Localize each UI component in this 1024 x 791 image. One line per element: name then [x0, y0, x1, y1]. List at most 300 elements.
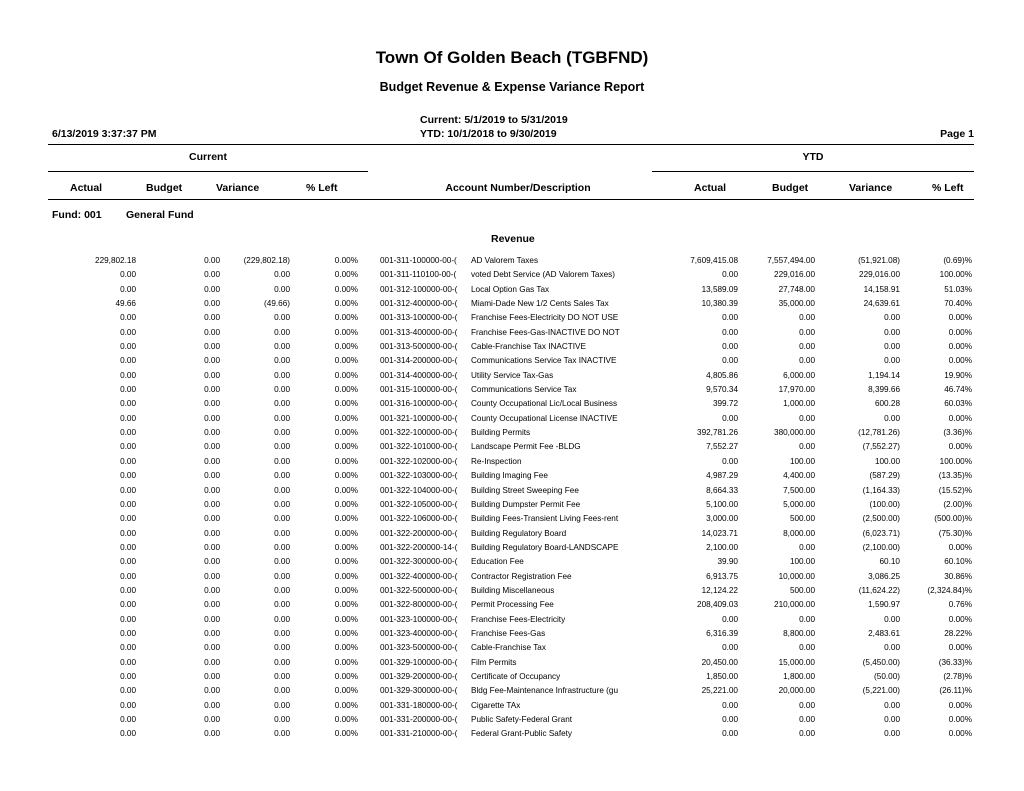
ytd-actual-cell: 0.00 [722, 356, 738, 366]
ytd-variance-cell: 0.00 [884, 327, 900, 337]
current-actual-cell: 0.00 [120, 686, 136, 696]
ytd-budget-cell: 100.00 [789, 557, 815, 567]
ytd-budget-cell: 500.00 [789, 514, 815, 524]
current-actual-cell: 0.00 [120, 399, 136, 409]
ytd-actual-cell: 14,023.71 [701, 528, 738, 538]
account-description-cell: Permit Processing Fee [471, 600, 554, 610]
current-budget-cell: 0.00 [204, 499, 220, 509]
col-budget-header: Budget [146, 182, 183, 194]
account-description-cell: AD Valorem Taxes [471, 256, 539, 265]
ytd-variance-cell: 0.00 [884, 715, 900, 724]
ytd-budget-cell: 500.00 [789, 585, 815, 595]
ytd-budget-cell: 6,000.00 [783, 370, 815, 380]
current-pctleft-cell: 0.00% [334, 327, 358, 337]
current-budget-cell: 0.00 [204, 528, 220, 538]
table-row [0, 371, 1024, 385]
current-pctleft-cell: 0.00% [334, 715, 358, 724]
ytd-pctleft-cell: (2.00)% [943, 499, 972, 509]
current-actual-cell: 0.00 [120, 313, 136, 323]
account-description-cell: Building Regulatory Board [471, 528, 567, 538]
table-row [0, 629, 1024, 643]
current-budget-cell: 0.00 [204, 370, 220, 380]
current-pctleft-cell: 0.00% [334, 614, 358, 624]
ytd-budget-cell: 100.00 [789, 456, 815, 466]
ytd-group-header: YTD [802, 151, 824, 163]
ytd-variance-cell: (51,921.08) [858, 256, 900, 265]
page-number: Page 1 [940, 128, 974, 140]
ytd-variance-cell: (100.00) [869, 499, 900, 509]
table-row [0, 615, 1024, 629]
ytd-variance-cell: (5,450.00) [862, 657, 900, 667]
current-budget-cell: 0.00 [204, 715, 220, 724]
current-variance-cell: 0.00 [274, 514, 290, 524]
current-variance-cell: (49.66) [264, 299, 290, 309]
ytd-budget-cell: 35,000.00 [778, 299, 815, 309]
account-description-cell: Cable-Franchise Tax INACTIVE [471, 342, 586, 352]
current-actual-cell: 0.00 [120, 356, 136, 366]
current-actual-cell: 0.00 [120, 485, 136, 495]
ytd-budget-cell: 0.00 [799, 643, 815, 653]
current-variance-cell: 0.00 [274, 628, 290, 638]
current-budget-cell: 0.00 [204, 514, 220, 524]
current-variance-cell: 0.00 [274, 686, 290, 696]
account-description-cell: Certificate of Occupancy [471, 671, 561, 681]
current-variance-cell: 0.00 [274, 643, 290, 653]
table-row [0, 457, 1024, 471]
ytd-actual-cell: 392,781.26 [697, 428, 738, 438]
current-variance-cell: 0.00 [274, 557, 290, 567]
ytd-variance-cell: 0.00 [884, 729, 900, 739]
account-number-cell: 001-329-200000-00-( [380, 671, 458, 681]
current-actual-cell: 0.00 [120, 342, 136, 352]
account-number-cell: 001-322-300000-00-( [380, 557, 458, 567]
table-row [0, 270, 1024, 284]
current-budget-cell: 0.00 [204, 542, 220, 552]
ytd-variance-cell: (6,023.71) [862, 528, 900, 538]
current-pctleft-cell: 0.00% [334, 456, 358, 466]
ytd-actual-cell: 208,409.03 [697, 600, 738, 610]
current-group-rule [48, 171, 368, 172]
ytd-pctleft-cell: 51.03% [944, 284, 972, 294]
account-description-cell: Public Safety-Federal Grant [471, 715, 573, 724]
current-pctleft-cell: 0.00% [334, 471, 358, 481]
table-row [0, 285, 1024, 299]
current-variance-cell: 0.00 [274, 542, 290, 552]
account-description-cell: Landscape Permit Fee -BLDG [471, 442, 581, 452]
ytd-actual-cell: 0.00 [722, 456, 738, 466]
ytd-actual-cell: 0.00 [722, 700, 738, 710]
account-number-cell: 001-322-500000-00-( [380, 585, 458, 595]
ytd-variance-cell: (7,552.27) [862, 442, 900, 452]
ytd-pctleft-cell: 30.86% [944, 571, 972, 581]
current-actual-cell: 0.00 [120, 514, 136, 524]
account-number-cell: 001-313-400000-00-( [380, 327, 458, 337]
ytd-pctleft-cell: 0.00% [948, 715, 972, 724]
account-number-cell: 001-331-210000-00-( [380, 729, 458, 739]
account-description-cell: Local Option Gas Tax [471, 284, 550, 294]
ytd-budget-cell: 1,800.00 [783, 671, 815, 681]
ytd-actual-cell: 5,100.00 [706, 499, 738, 509]
ytd-variance-cell: 2,483.61 [868, 628, 900, 638]
account-number-cell: 001-312-100000-00-( [380, 284, 458, 294]
current-variance-cell: 0.00 [274, 657, 290, 667]
ytd-budget-cell: 0.00 [799, 442, 815, 452]
current-pctleft-cell: 0.00% [334, 729, 358, 739]
ytd-actual-cell: 0.00 [722, 327, 738, 337]
ytd-budget-cell: 7,500.00 [783, 485, 815, 495]
ytd-actual-cell: 399.72 [712, 399, 738, 409]
account-description-cell: Building Miscellaneous [471, 585, 555, 595]
account-number-cell: 001-329-100000-00-( [380, 657, 458, 667]
ytd-pctleft-cell: 28.22% [944, 628, 972, 638]
current-pctleft-cell: 0.00% [334, 628, 358, 638]
ytd-budget-cell: 0.00 [799, 715, 815, 724]
table-row [0, 586, 1024, 600]
table-row [0, 342, 1024, 356]
ytd-actual-cell: 1,850.00 [706, 671, 738, 681]
ytd-budget-cell: 8,000.00 [783, 528, 815, 538]
ytd-pctleft-cell: 60.10% [944, 557, 972, 567]
table-row [0, 715, 1024, 729]
current-pctleft-cell: 0.00% [334, 600, 358, 610]
ytd-pctleft-cell: (3.36)% [943, 428, 972, 438]
ytd-budget-cell: 15,000.00 [778, 657, 815, 667]
table-row [0, 514, 1024, 528]
current-budget-cell: 0.00 [204, 557, 220, 567]
current-budget-cell: 0.00 [204, 671, 220, 681]
account-number-cell: 001-322-106000-00-( [380, 514, 458, 524]
current-budget-cell: 0.00 [204, 442, 220, 452]
current-pctleft-cell: 0.00% [334, 342, 358, 352]
ytd-pctleft-cell: 0.00% [948, 327, 972, 337]
ytd-pctleft-cell: 60.03% [944, 399, 972, 409]
account-number-cell: 001-313-100000-00-( [380, 313, 458, 323]
current-budget-cell: 0.00 [204, 657, 220, 667]
current-actual-cell: 0.00 [120, 428, 136, 438]
ytd-variance-cell: (2,500.00) [862, 514, 900, 524]
account-description-cell: Miami-Dade New 1/2 Cents Sales Tax [471, 299, 609, 309]
table-row [0, 643, 1024, 657]
current-budget-cell: 0.00 [204, 327, 220, 337]
ytd-actual-cell: 25,221.00 [701, 686, 738, 696]
current-variance-cell: 0.00 [274, 715, 290, 724]
account-number-cell: 001-322-104000-00-( [380, 485, 458, 495]
ytd-pctleft-cell: 0.00% [948, 356, 972, 366]
current-variance-cell: 0.00 [274, 528, 290, 538]
current-pctleft-cell: 0.00% [334, 313, 358, 323]
current-actual-cell: 49.66 [115, 299, 136, 309]
ytd-pctleft-cell: 100.00% [939, 456, 972, 466]
ytd-budget-cell: 0.00 [799, 356, 815, 366]
ytd-actual-cell: 0.00 [722, 715, 738, 724]
current-budget-cell: 0.00 [204, 356, 220, 366]
ytd-actual-cell: 7,552.27 [706, 442, 738, 452]
ytd-actual-cell: 0.00 [722, 342, 738, 352]
account-number-cell: 001-312-400000-00-( [380, 299, 458, 309]
current-variance-cell: 0.00 [274, 442, 290, 452]
ytd-actual-cell: 10,380.39 [701, 299, 738, 309]
current-pctleft-cell: 0.00% [334, 284, 358, 294]
current-budget-cell: 0.00 [204, 571, 220, 581]
current-pctleft-cell: 0.00% [334, 370, 358, 380]
col-account-header: Account Number/Description [445, 182, 591, 194]
current-budget-cell: 0.00 [204, 600, 220, 610]
ytd-actual-cell: 0.00 [722, 270, 738, 280]
ytd-pctleft-cell: 19.90% [944, 370, 972, 380]
ytd-variance-cell: 100.00 [874, 456, 900, 466]
account-description-cell: Communications Service Tax [471, 385, 577, 395]
account-description-cell: Cable-Franchise Tax [471, 643, 546, 653]
current-pctleft-cell: 0.00% [334, 571, 358, 581]
ytd-actual-cell: 13,589.09 [701, 284, 738, 294]
ytd-group-rule [652, 171, 974, 172]
account-description-cell: Building Fees-Transient Living Fees-rent [471, 514, 619, 524]
table-row [0, 658, 1024, 672]
ytd-budget-cell: 17,970.00 [778, 385, 815, 395]
table-row [0, 356, 1024, 370]
current-variance-cell: 0.00 [274, 671, 290, 681]
account-number-cell: 001-322-400000-00-( [380, 571, 458, 581]
current-budget-cell: 0.00 [204, 256, 220, 265]
ytd-actual-cell: 0.00 [722, 643, 738, 653]
account-number-cell: 001-322-105000-00-( [380, 499, 458, 509]
current-variance-cell: 0.00 [274, 485, 290, 495]
ytd-variance-cell: (2,100.00) [862, 542, 900, 552]
ytd-actual-cell: 2,100.00 [706, 542, 738, 552]
ytd-pctleft-cell: 0.00% [948, 643, 972, 653]
report-subtitle: Budget Revenue & Expense Variance Report [379, 80, 645, 94]
ytd-pctleft-cell: 0.00% [948, 313, 972, 323]
current-actual-cell: 0.00 [120, 700, 136, 710]
current-actual-cell: 0.00 [120, 270, 136, 280]
ytd-pctleft-cell: (2.78)% [943, 671, 972, 681]
current-budget-cell: 0.00 [204, 385, 220, 395]
fund-name: General Fund [126, 209, 194, 221]
current-variance-cell: 0.00 [274, 614, 290, 624]
current-actual-cell: 0.00 [120, 600, 136, 610]
ytd-variance-cell: 0.00 [884, 356, 900, 366]
current-actual-cell: 0.00 [120, 557, 136, 567]
account-description-cell: Communications Service Tax INACTIVE [471, 356, 617, 366]
ytd-pctleft-cell: 46.74% [944, 385, 972, 395]
current-pctleft-cell: 0.00% [334, 528, 358, 538]
current-variance-cell: 0.00 [274, 356, 290, 366]
current-pctleft-cell: 0.00% [334, 299, 358, 309]
ytd-variance-cell: 1,194.14 [868, 370, 900, 380]
col-variance-header: Variance [216, 182, 260, 194]
account-number-cell: 001-322-200000-00-( [380, 528, 458, 538]
current-pctleft-cell: 0.00% [334, 643, 358, 653]
ytd-actual-cell: 6,913.75 [706, 571, 738, 581]
account-description-cell: Bldg Fee-Maintenance Infrastructure (gu [471, 686, 618, 696]
current-actual-cell: 0.00 [120, 571, 136, 581]
account-number-cell: 001-311-110100-00-( [380, 270, 457, 280]
current-budget-cell: 0.00 [204, 686, 220, 696]
ytd-budget-cell: 210,000.00 [774, 600, 815, 610]
table-row [0, 256, 1024, 270]
ytd-variance-cell: 0.00 [884, 413, 900, 423]
ytd-variance-cell: 0.00 [884, 313, 900, 323]
ytd-variance-cell: (12,781.26) [858, 428, 900, 438]
current-budget-cell: 0.00 [204, 313, 220, 323]
current-pctleft-cell: 0.00% [334, 585, 358, 595]
ytd-variance-cell: 8,399.66 [868, 385, 900, 395]
table-row [0, 529, 1024, 543]
current-budget-cell: 0.00 [204, 628, 220, 638]
ytd-pctleft-cell: 0.00% [948, 614, 972, 624]
current-variance-cell: 0.00 [274, 270, 290, 280]
current-pctleft-cell: 0.00% [334, 399, 358, 409]
current-pctleft-cell: 0.00% [334, 442, 358, 452]
current-pctleft-cell: 0.00% [334, 428, 358, 438]
ytd-pctleft-cell: 0.76% [948, 600, 972, 610]
printed-datetime: 6/13/2019 3:37:37 PM [52, 128, 157, 140]
current-actual-cell: 0.00 [120, 542, 136, 552]
ytd-pctleft-cell: (26.11)% [939, 686, 972, 696]
current-variance-cell: 0.00 [274, 585, 290, 595]
current-variance-cell: 0.00 [274, 471, 290, 481]
current-pctleft-cell: 0.00% [334, 557, 358, 567]
table-row [0, 471, 1024, 485]
current-budget-cell: 0.00 [204, 299, 220, 309]
current-variance-cell: 0.00 [274, 700, 290, 710]
account-description-cell: Building Dumpster Permit Fee [471, 499, 581, 509]
current-actual-cell: 0.00 [120, 499, 136, 509]
ytd-pctleft-cell: (0.69)% [943, 256, 972, 265]
report-title: Town Of Golden Beach (TGBFND) [375, 48, 649, 67]
ytd-budget-cell: 0.00 [799, 542, 815, 552]
account-description-cell: Federal Grant-Public Safety [471, 729, 573, 739]
fund-label: Fund: 001 [52, 209, 102, 221]
account-description-cell: County Occupational License INACTIVE [471, 413, 618, 423]
account-number-cell: 001-323-400000-00-( [380, 628, 458, 638]
ytd-variance-cell: (50.00) [874, 671, 900, 681]
ytd-actual-cell: 0.00 [722, 614, 738, 624]
account-number-cell: 001-314-200000-00-( [380, 356, 458, 366]
current-variance-cell: 0.00 [274, 342, 290, 352]
ytd-pctleft-cell: 100.00% [939, 270, 972, 280]
current-budget-cell: 0.00 [204, 729, 220, 739]
account-description-cell: Franchise Fees-Gas [471, 628, 546, 638]
ytd-budget-cell: 20,000.00 [778, 686, 815, 696]
current-actual-cell: 0.00 [120, 585, 136, 595]
table-row [0, 486, 1024, 500]
col-ytd-variance-header: Variance [849, 182, 893, 194]
current-variance-cell: 0.00 [274, 571, 290, 581]
ytd-variance-cell: 1,590.97 [868, 600, 900, 610]
current-variance-cell: 0.00 [274, 399, 290, 409]
col-actual-header: Actual [70, 182, 103, 194]
account-number-cell: 001-314-400000-00-( [380, 370, 458, 380]
ytd-budget-cell: 0.00 [799, 327, 815, 337]
current-variance-cell: 0.00 [274, 428, 290, 438]
ytd-pctleft-cell: 0.00% [948, 542, 972, 552]
ytd-variance-cell: 0.00 [884, 700, 900, 710]
current-budget-cell: 0.00 [204, 270, 220, 280]
current-budget-cell: 0.00 [204, 399, 220, 409]
current-budget-cell: 0.00 [204, 428, 220, 438]
ytd-pctleft-cell: (2,324.84)% [927, 585, 972, 595]
ytd-variance-cell: 229,016.00 [859, 270, 900, 280]
current-pctleft-cell: 0.00% [334, 270, 358, 280]
current-budget-cell: 0.00 [204, 585, 220, 595]
current-actual-cell: 0.00 [120, 413, 136, 423]
ytd-actual-cell: 7,609,415.08 [690, 256, 738, 265]
account-number-cell: 001-322-102000-00-( [380, 456, 458, 466]
current-variance-cell: 0.00 [274, 284, 290, 294]
table-row [0, 729, 1024, 743]
account-number-cell: 001-315-100000-00-( [380, 385, 458, 395]
current-actual-cell: 0.00 [120, 471, 136, 481]
current-pctleft-cell: 0.00% [334, 542, 358, 552]
table-row [0, 672, 1024, 686]
current-variance-cell: 0.00 [274, 600, 290, 610]
account-description-cell: Film Permits [471, 657, 517, 667]
current-pctleft-cell: 0.00% [334, 671, 358, 681]
ytd-budget-cell: 5,000.00 [783, 499, 815, 509]
current-budget-cell: 0.00 [204, 700, 220, 710]
account-number-cell: 001-322-103000-00-( [380, 471, 458, 481]
account-number-cell: 001-322-800000-00-( [380, 600, 458, 610]
account-description-cell: County Occupational Lic/Local Business [471, 399, 618, 409]
account-description-cell: Utility Service Tax-Gas [471, 370, 554, 380]
ytd-variance-cell: 0.00 [884, 342, 900, 352]
table-row [0, 543, 1024, 557]
current-actual-cell: 0.00 [120, 657, 136, 667]
col-ytd-budget-header: Budget [772, 182, 809, 194]
current-actual-cell: 0.00 [120, 327, 136, 337]
ytd-actual-cell: 4,987.29 [706, 471, 738, 481]
ytd-actual-cell: 9,570.34 [706, 385, 738, 395]
current-actual-cell: 0.00 [120, 370, 136, 380]
current-variance-cell: 0.00 [274, 370, 290, 380]
current-actual-cell: 0.00 [120, 715, 136, 724]
ytd-pctleft-cell: 0.00% [948, 342, 972, 352]
ytd-variance-cell: (11,624.22) [858, 585, 900, 595]
ytd-actual-cell: 12,124.22 [701, 585, 738, 595]
ytd-variance-cell: (1,164.33) [862, 485, 900, 495]
current-actual-cell: 0.00 [120, 643, 136, 653]
current-variance-cell: 0.00 [274, 499, 290, 509]
current-variance-cell: 0.00 [274, 385, 290, 395]
account-description-cell: Re-Inspection [471, 456, 522, 466]
current-variance-cell: (229,802.18) [243, 256, 290, 265]
ytd-variance-cell: 0.00 [884, 643, 900, 653]
ytd-variance-cell: 0.00 [884, 614, 900, 624]
current-pctleft-cell: 0.00% [334, 256, 358, 265]
ytd-budget-cell: 10,000.00 [778, 571, 815, 581]
account-number-cell: 001-311-100000-00-( [380, 256, 457, 265]
current-pctleft-cell: 0.00% [334, 385, 358, 395]
current-pctleft-cell: 0.00% [334, 514, 358, 524]
ytd-pctleft-cell: 70.40% [944, 299, 972, 309]
ytd-pctleft-cell: (500.00)% [934, 514, 972, 524]
table-row [0, 686, 1024, 700]
ytd-budget-cell: 7,557,494.00 [767, 256, 815, 265]
table-row [0, 701, 1024, 715]
ytd-actual-cell: 0.00 [722, 413, 738, 423]
header-rule-bottom [48, 199, 974, 200]
ytd-budget-cell: 1,000.00 [783, 399, 815, 409]
col-ytd-pctleft-header: % Left [932, 182, 964, 194]
ytd-pctleft-cell: 0.00% [948, 729, 972, 739]
ytd-variance-cell: 24,639.61 [863, 299, 900, 309]
ytd-actual-cell: 4,805.86 [706, 370, 738, 380]
current-group-header: Current [189, 151, 227, 163]
ytd-pctleft-cell: (36.33)% [938, 657, 972, 667]
ytd-actual-cell: 0.00 [722, 313, 738, 323]
current-pctleft-cell: 0.00% [334, 700, 358, 710]
